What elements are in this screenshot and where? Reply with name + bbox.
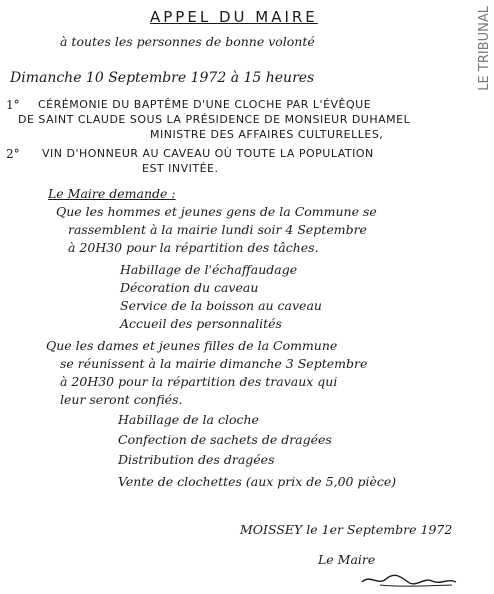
men-intro-line: Que les hommes et jeunes gens de la Commune se (56, 204, 377, 219)
men-intro-line: rassemblent à la mairie lundi soir 4 Septembre (68, 222, 367, 237)
document-subtitle: à toutes les personnes de bonne volonté (60, 34, 315, 49)
women-task: Habillage de la cloche (118, 412, 259, 427)
place-and-date: MOISSEY le 1er Septembre 1972 (240, 522, 453, 537)
item1-line: MINISTRE DES AFFAIRES CULTURELLES, (150, 128, 384, 141)
request-heading: Le Maire demande : (48, 186, 176, 201)
women-intro-line: leur seront confiés. (60, 392, 183, 407)
men-task: Service de la boisson au caveau (120, 298, 322, 313)
women-task: Confection de sachets de dragées (118, 432, 332, 447)
handwritten-signature (360, 570, 460, 590)
women-task: Vente de clochettes (aux prix de 5,00 pièce) (118, 474, 397, 489)
item1-number: 1° (6, 98, 20, 112)
item2-line: EST INVITÉE. (142, 162, 219, 175)
men-task: Décoration du caveau (120, 280, 259, 295)
item2-number: 2° (6, 147, 20, 161)
item1-line: DE SAINT CLAUDE SOUS LA PRÉSIDENCE DE MONSIEUR DUHAMEL (18, 113, 411, 126)
item2-line: VIN D'HONNEUR AU CAVEAU OÙ TOUTE LA POPULATION (42, 147, 374, 160)
event-date-line: Dimanche 10 Septembre 1972 à 15 heures (10, 70, 315, 86)
women-task: Distribution des dragées (118, 452, 275, 467)
men-task: Habillage de l'échaffaudage (120, 262, 298, 277)
item1-line: CÉRÉMONIE DU BAPTÊME D'UNE CLOCHE PAR L'ÉVÊQUE (38, 98, 372, 111)
signer-title: Le Maire (318, 552, 376, 567)
document-title: APPEL DU MAIRE (150, 8, 318, 26)
edge-stamp-text: LE TRIBUNAL (477, 6, 492, 91)
women-intro-line: à 20H30 pour la répartition des travaux qui (60, 374, 338, 389)
men-intro-line: à 20H30 pour la répartition des tâches. (68, 240, 319, 255)
men-task: Accueil des personnalités (120, 316, 282, 331)
women-intro-line: se réunissent à la mairie dimanche 3 Septembre (60, 356, 368, 371)
women-intro-line: Que les dames et jeunes filles de la Commune (46, 338, 338, 353)
